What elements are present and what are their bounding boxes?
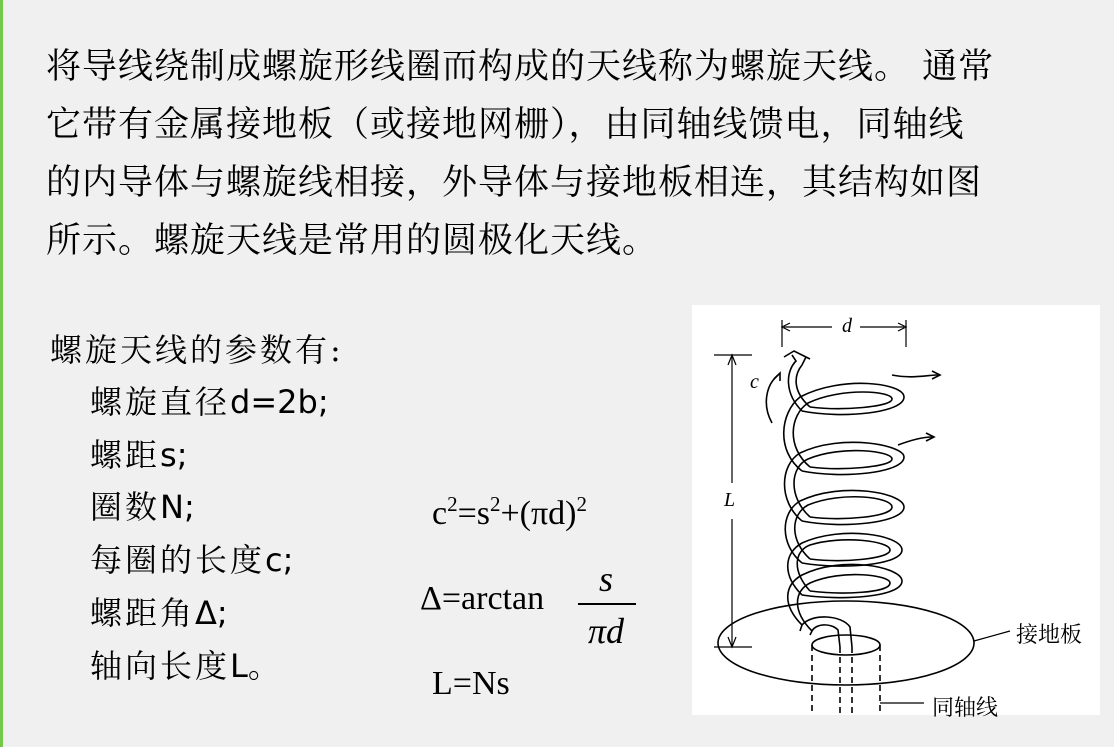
params-title: 螺旋天线的参数有: — [50, 331, 344, 369]
param-diameter-value: d=2b; — [230, 383, 329, 421]
param-diameter-label: 螺旋直径 — [90, 383, 231, 421]
param-axial-length-value: L。 — [230, 647, 280, 685]
formula-pitch-angle-lhs: Δ=arctan — [420, 580, 545, 617]
param-pitch-angle-label: 螺距角 — [90, 594, 196, 632]
param-turns-value: N; — [160, 488, 195, 526]
param-diameter — [90, 377, 329, 423]
param-turn-length-value: c; — [265, 541, 294, 579]
formula-exp-1: 2 — [447, 492, 458, 516]
figure-label-coax: 同轴线 — [932, 696, 999, 721]
param-turns — [90, 482, 195, 528]
param-pitch-value: s; — [160, 436, 188, 474]
param-turn-length — [90, 535, 293, 581]
formula-c: c — [432, 495, 448, 532]
fraction-numerator: s — [598, 559, 613, 599]
param-pitch — [90, 430, 187, 476]
param-pitch-angle-value: Δ; — [195, 594, 228, 632]
formula-turn-length — [432, 492, 587, 533]
param-turn-length-label: 每圈的长度 — [90, 541, 266, 579]
param-turns-label: 圈数 — [90, 488, 161, 526]
intro-line-3: 的内导体与螺旋线相接，外导体与接地板相连，其结构如图 — [46, 163, 983, 203]
formula-pid-term: +(πd) — [500, 495, 577, 532]
helical-antenna-drawing — [692, 305, 1100, 715]
param-pitch-angle — [90, 588, 228, 634]
figure-label-c: c — [750, 371, 759, 393]
formula-s-term: =s — [457, 495, 490, 532]
fraction-denominator: πd — [587, 611, 625, 651]
left-accent-border — [0, 0, 3, 747]
helical-antenna-figure — [692, 305, 1100, 721]
formula-exp-3: 2 — [576, 492, 587, 516]
figure-label-ground-plane: 接地板 — [1016, 623, 1083, 648]
intro-line-2: 它带有金属接地板（或接地网栅），由同轴线馈电，同轴线 — [46, 105, 965, 145]
figure-label-L: L — [724, 489, 736, 511]
intro-paragraph — [46, 38, 1114, 270]
param-pitch-label: 螺距 — [90, 436, 161, 474]
intro-line-1: 将导线绕制成螺旋形线圈而构成的天线称为螺旋天线。 通常 — [46, 47, 995, 87]
figure-label-d: d — [842, 315, 852, 337]
param-axial-length — [90, 641, 280, 687]
formula-axial-length: L=Ns — [432, 665, 510, 702]
param-axial-length-label: 轴向长度 — [90, 647, 231, 685]
intro-line-4: 所示。螺旋天线是常用的圆极化天线。 — [46, 221, 659, 261]
formula-exp-2: 2 — [490, 492, 501, 516]
fraction-bar — [578, 603, 636, 605]
